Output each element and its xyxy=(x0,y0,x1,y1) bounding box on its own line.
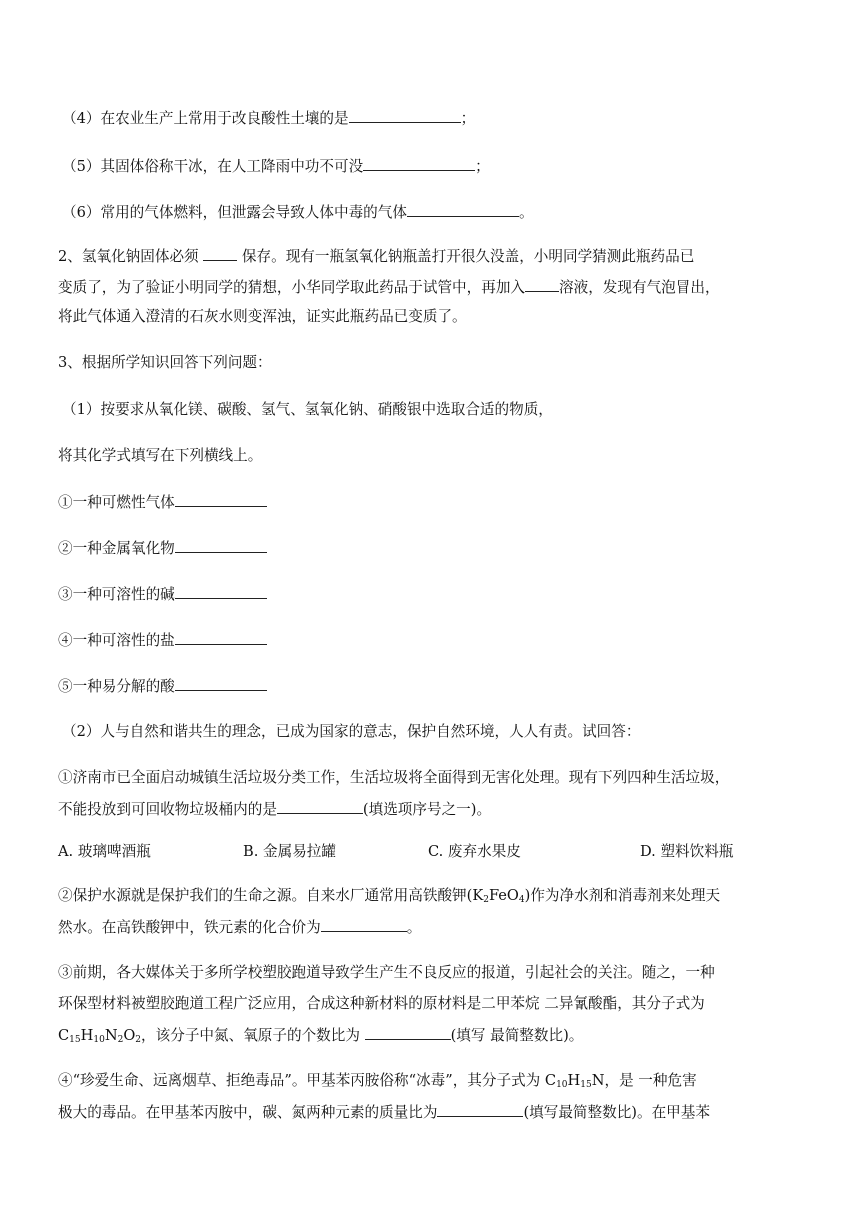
subscript: 10 xyxy=(93,1035,105,1045)
option-label: A. 玻璃啤酒瓶 xyxy=(58,843,151,860)
sub-question-4 xyxy=(58,630,267,651)
answer-blank[interactable] xyxy=(363,156,475,171)
part-2-q4-line-1 xyxy=(58,1071,697,1095)
question-1-item-5 xyxy=(62,156,490,177)
formula-part: O xyxy=(123,1027,136,1044)
sub-question-2 xyxy=(58,538,267,559)
subscript: 2 xyxy=(135,1035,142,1045)
punctuation: ； xyxy=(475,158,490,175)
question-text: 溶液，发现有气泡冒出， xyxy=(559,279,720,296)
question-1-item-6 xyxy=(62,202,534,223)
formula-part: FeO xyxy=(488,887,519,904)
question-text: ④“珍爱生命、远离烟草、拒绝毒品”。甲基苯丙胺俗称“冰毒”，其分子式为 C xyxy=(58,1072,557,1089)
sub-question-5 xyxy=(58,676,267,697)
answer-blank[interactable] xyxy=(349,108,461,123)
option-b[interactable] xyxy=(243,840,336,861)
question-text: (填写 最简整数比)。 xyxy=(450,1027,584,1044)
question-text: 然水。在高铁酸钾中，铁元素的化合价为 xyxy=(58,919,321,936)
subscript: 4 xyxy=(518,895,525,905)
question-text: ②保护水源就是保护我们的生命之源。自来水厂通常用高铁酸钾(K xyxy=(58,887,484,904)
question-text: 环保型材料被塑胶跑道工程广泛应用，合成这种新材料的原材料是二甲苯烷 二异氰酸酯，其分子式为 xyxy=(58,995,705,1012)
part-2-q3-line-2 xyxy=(58,994,705,1014)
question-text: 2、氢氧化钠固体必须 xyxy=(58,248,204,265)
subscript: 15 xyxy=(69,1035,81,1045)
question-text: ②一种金属氧化物 xyxy=(58,540,175,557)
part-2-q2-line-1 xyxy=(58,886,720,910)
question-text: 将此气体通入澄清的石灰水则变浑浊，证实此瓶药品已变质了。 xyxy=(58,308,467,325)
option-a[interactable] xyxy=(58,840,151,861)
question-text: 保存。现有一瓶氢氧化钠瓶盖打开很久没盖，小明同学猜测此瓶药品已 xyxy=(237,248,695,265)
punctuation: ； xyxy=(460,110,476,127)
punctuation: 。 xyxy=(518,204,534,221)
question-3-part-2-intro xyxy=(62,722,640,742)
answer-blank[interactable] xyxy=(321,917,407,932)
subscript: 2 xyxy=(483,895,489,905)
question-text: ④一种可溶性的盐 xyxy=(58,632,175,649)
subscript: 2 xyxy=(117,1035,124,1045)
punctuation: 。 xyxy=(406,919,422,936)
answer-blank[interactable] xyxy=(175,630,267,645)
part-2-q4-line-2 xyxy=(58,1102,710,1123)
sub-question-1 xyxy=(58,492,267,513)
answer-blank[interactable] xyxy=(407,202,519,217)
question-text: ①一种可燃性气体 xyxy=(58,494,175,511)
question-text: （1）按要求从氧化镁、碳酸、氢气、氢氧化钠、硝酸银中选取合适的物质， xyxy=(62,401,553,418)
question-text: (填选项序号之一)。 xyxy=(362,801,492,818)
part-2-q3-line-3 xyxy=(58,1025,583,1050)
part-2-q3-line-1 xyxy=(58,963,715,983)
question-text: (填写最简整数比)。在甲基苯 xyxy=(523,1104,710,1121)
question-text: N，是 一种危害 xyxy=(591,1072,697,1089)
answer-blank[interactable] xyxy=(365,1025,451,1040)
question-3-part-1-line-2 xyxy=(58,446,262,466)
question-text: （2）人与自然和谐共生的理念，已成为国家的意志，保护自然环境，人人有责。试回答： xyxy=(62,723,641,740)
answer-blank[interactable] xyxy=(437,1102,523,1117)
question-text: ，该分子中氮、氧原子的个数比为 xyxy=(141,1027,365,1044)
option-label: D. 塑料饮料瓶 xyxy=(640,843,734,860)
part-2-q1-line-1 xyxy=(58,768,729,788)
answer-blank[interactable] xyxy=(277,799,363,814)
answer-blank[interactable] xyxy=(175,492,267,507)
answer-blank[interactable] xyxy=(175,676,267,691)
question-3-title xyxy=(58,353,272,373)
question-text: )作为净水剂和消毒剂来处理天 xyxy=(524,887,721,904)
question-3-part-1-line-1 xyxy=(62,400,553,420)
question-text: ⑤一种易分解的酸 xyxy=(58,678,175,695)
question-text: 不能投放到可回收物垃圾桶内的是 xyxy=(58,801,277,818)
question-text: ①济南市已全面启动城镇生活垃圾分类工作，生活垃圾将全面得到无害化处理。现有下列四种生活垃圾， xyxy=(58,769,730,786)
question-2-line-2 xyxy=(58,277,720,298)
question-text: （4）在农业生产上常用于改良酸性土壤的是 xyxy=(62,110,349,127)
formula-part: H xyxy=(80,1027,94,1044)
question-text: 3、根据所学知识回答下列问题： xyxy=(58,354,272,371)
answer-blank[interactable] xyxy=(175,584,267,599)
formula-part: C xyxy=(58,1027,70,1044)
formula-part: H xyxy=(567,1072,581,1089)
question-text: 变质了，为了验证小明同学的猜想，小华同学取此药品于试管中，再加入 xyxy=(58,279,526,296)
question-text: 将其化学式填写在下列横线上。 xyxy=(58,447,263,464)
question-text: （6）常用的气体燃料，但泄露会导致人体中毒的气体 xyxy=(62,204,407,221)
formula-part: N xyxy=(104,1027,118,1044)
molecular-formula xyxy=(58,1027,141,1044)
question-text: ③一种可溶性的碱 xyxy=(58,586,175,603)
question-text: ③前期，各大媒体关于多所学校塑胶跑道导致学生产生不良反应的报道，引起社会的关注。随之，一种 xyxy=(58,964,715,981)
option-label: B. 金属易拉罐 xyxy=(243,843,336,860)
answer-blank[interactable] xyxy=(175,538,267,553)
option-c[interactable] xyxy=(428,840,521,861)
answer-blank[interactable] xyxy=(525,277,559,292)
question-text: 极大的毒品。在甲基苯丙胺中，碳、氮两种元素的质量比为 xyxy=(58,1104,438,1121)
question-2-line-1 xyxy=(58,246,694,267)
subscript: 10 xyxy=(556,1080,568,1090)
answer-blank[interactable] xyxy=(203,246,237,261)
part-2-q2-line-2 xyxy=(58,917,421,938)
question-text: （5）其固体俗称干冰，在人工降雨中功不可没 xyxy=(62,158,364,175)
option-d[interactable] xyxy=(640,840,733,861)
part-2-q1-line-2 xyxy=(58,799,491,820)
question-2-line-3 xyxy=(58,307,467,327)
question-1-item-4 xyxy=(62,108,475,129)
option-label: C. 废弃水果皮 xyxy=(428,843,521,860)
sub-question-3 xyxy=(58,584,267,605)
subscript: 15 xyxy=(580,1080,592,1090)
